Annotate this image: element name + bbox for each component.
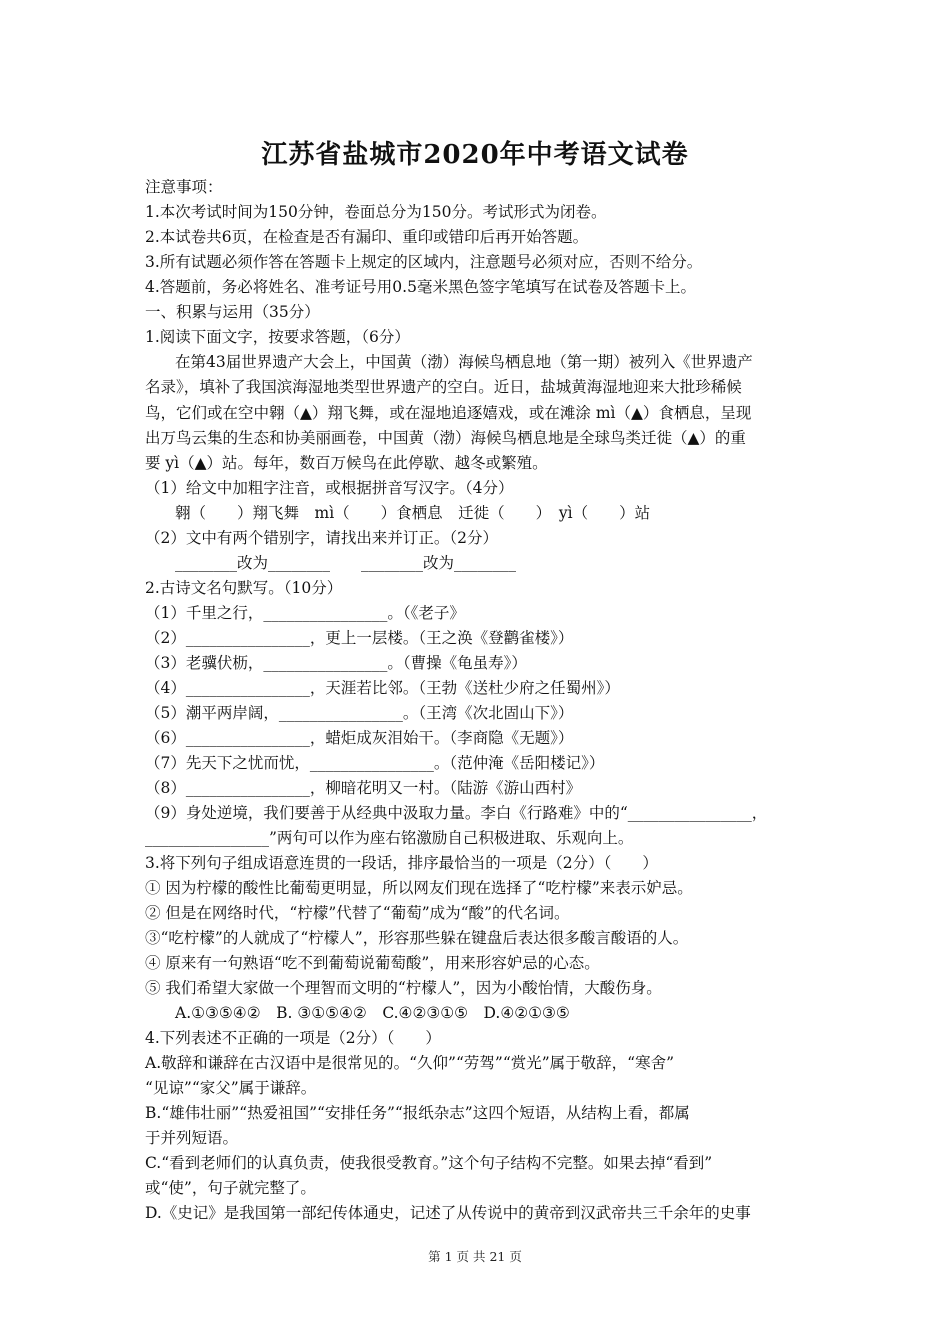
- passage-line: 要 yì（▲）站。每年，数百万候鸟在此停歇、越冬或繁殖。: [145, 454, 548, 472]
- passage-line: 鸟，它们或在空中翱（▲）翔飞舞，或在湿地追逐嬉戏，或在滩涂 mì（▲）食栖息，呈现: [145, 404, 752, 422]
- choice-a-cont: “见谅”“家父”属于谦辞。: [145, 1079, 317, 1097]
- question-1: 1.阅读下面文字，按要求答题，（6分）: [145, 328, 410, 346]
- section-heading: 一、积累与运用（35分）: [145, 303, 320, 321]
- choice-a: A.敬辞和谦辞在古汉语中是很常见的。“久仰”“劳驾”“赏光”属于敬辞，“寒舍”: [145, 1054, 675, 1072]
- notice-item: 4.答题前，务必将姓名、准考证号用0.5毫米黑色签字笔填写在试卷及答题卡上。: [145, 278, 696, 296]
- question-2: 2.古诗文名句默写。（10分）: [145, 579, 343, 597]
- choice-b-cont: 于并列短语。: [145, 1129, 239, 1147]
- notice-heading: 注意事项：: [145, 178, 223, 196]
- passage-line: 出万鸟云集的生态和协美丽画卷，中国黄（渤）海候鸟栖息地是全球鸟类迁徙（▲）的重: [145, 429, 746, 447]
- choice-b: B.“雄伟壮丽”“热爱祖国”“安排任务”“报纸杂志”这四个短语，从结构上看，都属: [145, 1104, 690, 1122]
- poem-item: （2）________________，更上一层楼。（王之涣《登鹳雀楼》）: [145, 629, 574, 647]
- notice-item: 2.本试卷共6页，在检查是否有漏印、重印或错印后再开始答题。: [145, 228, 589, 246]
- poem-item: （3）老骥伏枥，________________。（曹操《龟虽寿》）: [145, 654, 527, 672]
- passage-line: 在第43届世界遗产大会上，中国黄（渤）海候鸟栖息地（第一期）被列入《世界遗产: [175, 353, 753, 371]
- sentence-option: ③“吃柠檬”的人就成了“柠檬人”，形容那些躲在键盘后表达很多酸言酸语的人。: [145, 929, 689, 947]
- answer-blanks: 翱（ ）翔飞舞 mì（ ）食栖息 迁徙（ ） yì（ ）站: [175, 504, 651, 522]
- poem-item: （8）________________，柳暗花明又一村。（陆游《游山西村》: [145, 779, 582, 797]
- poem-item: （4）________________，天涯若比邻。（王勃《送杜少府之任蜀州》）: [145, 679, 620, 697]
- answer-blanks: ________改为________ ________改为________: [175, 554, 517, 572]
- notice-item: 1.本次考试时间为150分钟，卷面总分为150分。考试形式为闭卷。: [145, 203, 607, 221]
- choice-c: C.“看到老师们的认真负责，使我很受教育。”这个句子结构不完整。如果去掉“看到”: [145, 1154, 713, 1172]
- poem-item: （1）千里之行，________________。（《老子》: [145, 604, 465, 622]
- question-4: 4.下列表述不正确的一项是（2分）（ ）: [145, 1029, 441, 1047]
- question-3: 3.将下列句子组成语意连贯的一段话，排序最恰当的一项是（2分）（ ）: [145, 854, 658, 872]
- sentence-option: ① 因为柠檬的酸性比葡萄更明显，所以网友们现在选择了“吃柠檬”来表示妒忌。: [145, 879, 693, 897]
- page-footer: 第 1 页 共 21 页: [428, 1249, 522, 1264]
- sentence-option: ⑤ 我们希望大家做一个理智而文明的“柠檬人”，因为小酸怡情，大酸伤身。: [145, 979, 662, 997]
- exam-title: 江苏省盐城市2020年中考语文试卷: [261, 140, 689, 170]
- sentence-option: ② 但是在网络时代，“柠檬”代替了“葡萄”成为“酸”的代名词。: [145, 904, 570, 922]
- sentence-option: ④ 原来有一句熟语“吃不到葡萄说葡萄酸”，用来形容妒忌的心态。: [145, 954, 600, 972]
- choice-d: D.《史记》是我国第一部纪传体通史，记述了从传说中的黄帝到汉武帝共三千余年的史事: [145, 1204, 751, 1222]
- passage-line: 名录》，填补了我国滨海湿地类型世界遗产的空白。近日，盐城黄海湿地迎来大批珍稀候: [145, 378, 742, 396]
- poem-item: （9）身处逆境，我们要善于从经典中汲取力量。李白《行路难》中的“________________，: [145, 804, 768, 822]
- poem-item: （6）________________，蜡炬成灰泪始干。（李商隐《无题》）: [145, 729, 574, 747]
- notice-item: 3.所有试题必须作答在答题卡上规定的区域内，注意题号必须对应，否则不给分。: [145, 253, 703, 271]
- sub-question: （2）文中有两个错别字，请找出来并订正。（2分）: [145, 529, 498, 547]
- sub-question: （1）给文中加粗字注音，或根据拼音写汉字。（4分）: [145, 479, 514, 497]
- poem-item: ________________”两句可以作为座右铭激励自己积极进取、乐观向上。: [145, 829, 634, 847]
- choice-options: A.①③⑤④② B. ③①⑤④② C.④②③①⑤ D.④②①③⑤: [175, 1004, 570, 1022]
- poem-item: （7）先天下之忧而忧，________________。（范仲淹《岳阳楼记》）: [145, 754, 605, 772]
- poem-item: （5）潮平两岸阔，________________。（王湾《次北固山下》）: [145, 704, 574, 722]
- choice-c-cont: 或“使”，句子就完整了。: [145, 1179, 316, 1197]
